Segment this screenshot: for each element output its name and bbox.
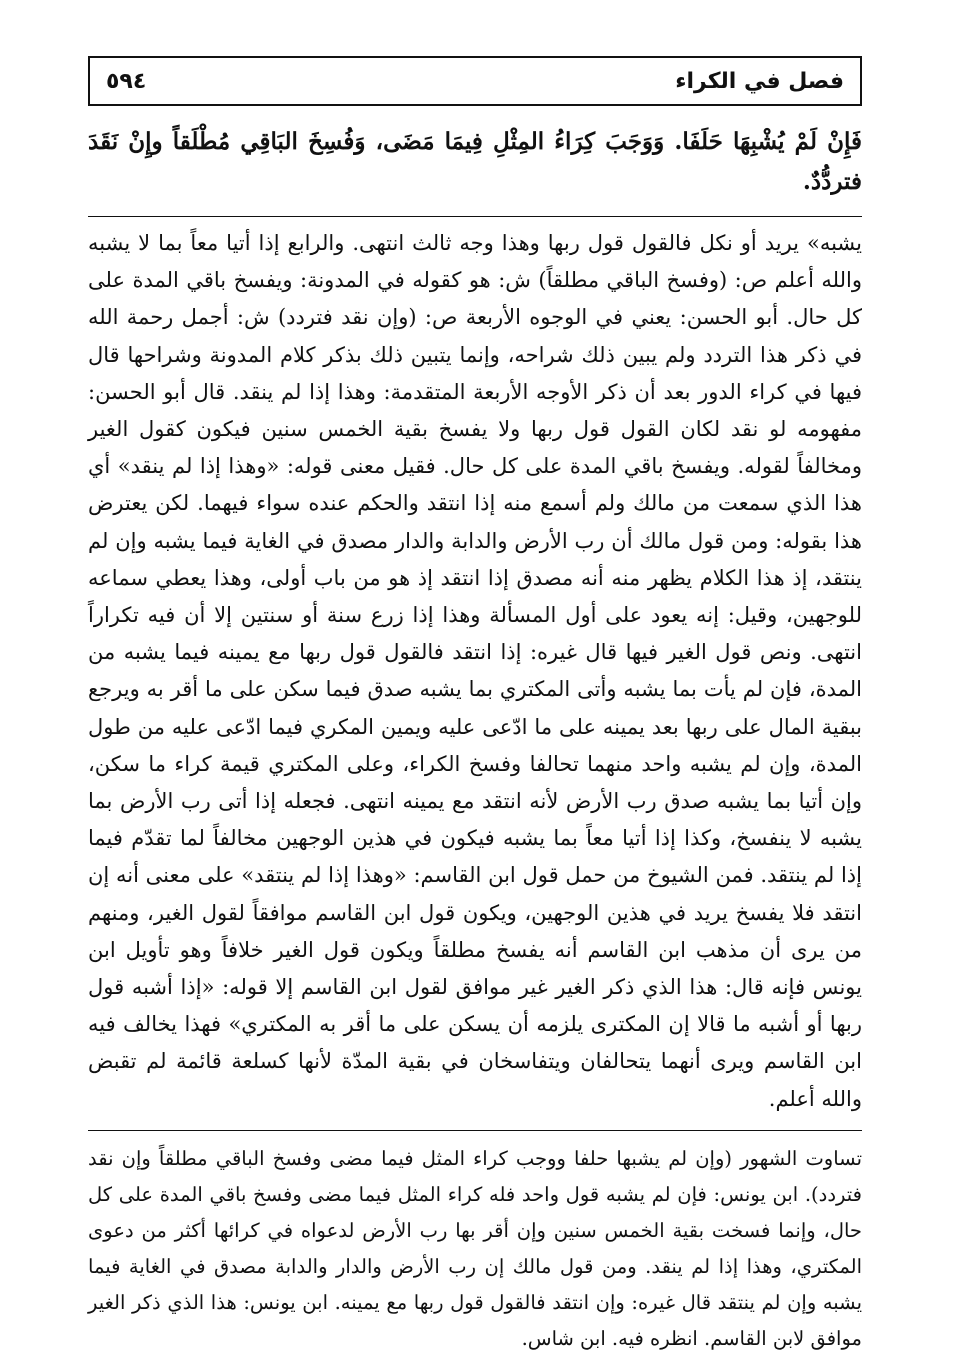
main-text-matn: فَإِنْ لَمْ يُشْبِهَا حَلَفَا. وَوَجَبَ كِرَاءُ المِثْلِ فِيمَا مَضَى، وَفُسِخَ البَاقِي مُطْلَقاً وإِنْ نَقَدَ فتردُّدٌ. <box>88 128 862 195</box>
page-header <box>88 56 862 106</box>
marginal-note-paragraph: تساوت الشهور (وإن لم يشبها حلفا ووجب كراء المثل فيما مضى وفسخ الباقي مطلقاً وإن نقد فتردد). ابن يونس: فإن لم يشبه قول واحد فله كراء المثل فيما مضى وفسخ باقي المدة على كل حال، وإنما فسخت بقية الخمس سنين وإن أقر بها رب الأرض لدعواه في كرائها أكثر من دعوى المكتري، وهذا إذا لم ينقد. ومن قول مالك إن رب الأرض والدار والدابة مصدق في الغاية فيما يشبه وإن لم ينتقد قال غيره: وإن انتقد فالقول قول ربها مع يمينه. ابن يونس: هذا الذي ذكر الغير موافق لابن القاسم. انظره فيه. ابن شاس. <box>88 1146 862 1350</box>
commentary-paragraph: يشبه» يريد أو نكل فالقول قول ربها وهذا وجه ثالث انتهى. والرابع إذا أتيا معاً بما لا يشبه والله أعلم ص: (وفسخ الباقي مطلقاً) ش: هو كقوله في المدونة: ويفسخ باقي المدة على كل حال. أبو الحسن: يعني في الوجوه الأربعة ص: (وإن نقد فتردد) ش: أجمل رحمة الله في ذكر هذا التردد ولم يبين ذلك شراحه، وإنما يتبين ذلك بذكر كلام المدونة وشراحها قال فيها في كراء الدور بعد أن ذكر الأوجه الأربعة المتقدمة: وهذا إذا لم ينقد. قال أبو الحسن: مفهومه لو نقد لكان القول قول ربها ولا يفسخ بقية الخمس سنين فيكون كقول الغير ومخالفاً لقوله. ويفسخ باقي المدة على كل حال. فقيل معنى قوله: «وهذا إذا لم ينقد» أي هذا الذي سمعت من مالك ولم أسمع منه إذا انتقد والحكم عنده سواء فيهما. لكن يعترض هذا بقوله: ومن قول مالك أن رب الأرض والدابة والدار مصدق في الغاية فيما يشبه وإن لم ينتقد، إذ هذا الكلام يظهر منه أنه مصدق إذا انتقد إذ هو من باب أولى، وهذا يعطي سماعه للوجهين، وقيل: إنه يعود على أول المسألة وهذا إذا زرع سنة أو سنتين إلا أن فيه تكراراً انتهى. ونص قول الغير فيها قال غيره: إذا انتقد فالقول قول ربها مع يمينه فيما يشبه من المدة، فإن لم يأت بما يشبه وأتى المكتري بما يشبه صدق فيما سكن على ما أقر به ويرجع ببقية المال على ربها بعد يمينه على ما ادّعى عليه ويمين المكري فيما ادّعى عليه من طول المدة، وإن لم يشبه واحد منهما تحالفا وفسخ الكراء، وعلى المكتري قيمة كراء ما سكن، وإن أتيا بما يشبه صدق رب الأرض لأنه انتقد مع يمينه انتهى. فجعله إذا أتى رب الأرض بما يشبه لا ينفسخ، وكذا إذا أتيا معاً بما يشبه فيكون في هذين الوجهين مخالفاً لما تقدّم فيما إذا لم ينتقد. فمن الشيوخ من حمل قول ابن القاسم: «وهذا إذا لم ينتقد» على معنى أنه إن انتقد فلا يفسخ يريد في هذين الوجهين، ويكون قول ابن القاسم موافقاً لقول الغير، ومنهم من يرى أن مذهب ابن القاسم أنه يفسخ مطلقاً ويكون قول الغير خلافاً وهو تأويل ابن يونس فإنه قال: هذا الذي ذكر الغير غير موافق لقول ابن القاسم إلا قوله: «إذا أشبه قول ربها أو أشبه ما قالا إن المكترى يلزمه أن يسكن على ما أقر به المكتري» فهذا يخالف فيه ابن القاسم ويرى أنهما يتحالفان ويتفاسخان في بقية المدّة لأنها كسلعة قائمة لم تقبض والله أعلم. <box>88 231 862 1111</box>
section-divider <box>88 216 862 217</box>
page-number: ٥٩٤ <box>106 68 147 94</box>
book-page <box>88 56 862 1350</box>
chapter-title: فصل في الكراء <box>675 68 844 94</box>
marginal-note-hashiya <box>88 1141 862 1357</box>
footnote-divider <box>88 1130 862 1131</box>
commentary-sharh <box>88 225 862 1118</box>
